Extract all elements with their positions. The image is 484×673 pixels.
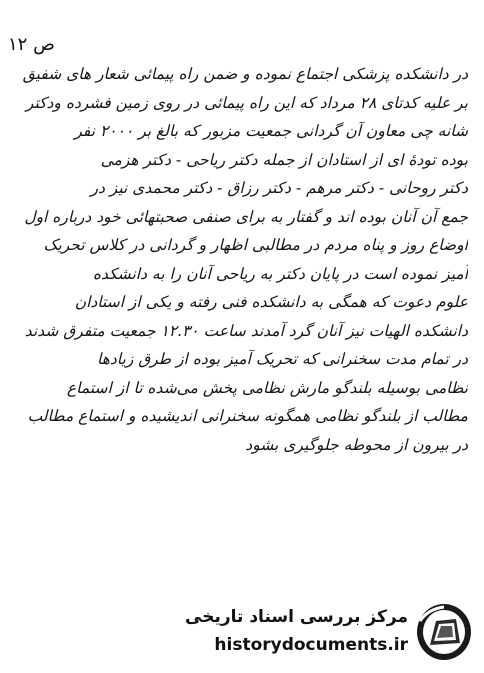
text-line: نظامی بوسیله بلندگو مارش نظامی پخش می‌شده تا از استماع [66,378,468,397]
text-line: بوده تودهٔ ای از استادان از جمله دکتر ریاحی - دکتر هزمی [100,150,468,169]
page-number: ص ۱۲ [8,34,55,55]
text-line: بر علیه کدتای ۲۸ مرداد که این راه پیمائی در روی زمین فشرده ودکتر [25,93,468,112]
watermark-url: historydocuments.ir [214,635,408,655]
watermark-title: مرکز بررسی اسناد تاریخی [185,607,408,627]
text-line: شانه چی معاون آن گردانی جمعیت مزبور که بالغ بر ۲۰۰۰ نفر [74,122,468,140]
text-line: آمیز نموده است در پایان دکتر به ریاحی آنان را به دانشکده [92,264,468,283]
text-line: مطالب از بلندگو نظامی همگونه سخنرانی اندیشیده و استماع مطالب [27,407,468,425]
text-line: در تمام مدت سخنرانی که تحریک آمیز بوده از طرق زیادها [96,350,468,368]
text-line: در دانشکده پزشکی اجتماع نموده و ضمن راه پیمائی شعار های شفیق [22,65,468,83]
text-line: در بیرون از محوطه جلوگیری بشود [245,435,468,454]
archive-seal-icon [414,601,474,663]
watermark [185,601,474,663]
text-line: جمع آن آنان بوده اند و گفتار به برای صنفی صحبتهائی خود درباره اول [24,207,468,226]
handwritten-text [18,60,468,459]
text-line: اوضاع روز و پناه مردم در مطالبی اظهار و گردانی در کلاس تحریک [43,236,468,254]
text-line: دکتر روحانی - دکتر مرهم - دکتر رزاق - دکتر محمدی نیز در [90,179,468,197]
text-line: علوم دعوت که همگی به دانشکده فنی رفته و یکی از استادان [74,293,468,311]
text-line: دانشکده الهیات نیز آنان گرد آمدند ساعت ۱۲.۳۰ جمعیت متفرق شدند [24,321,468,340]
